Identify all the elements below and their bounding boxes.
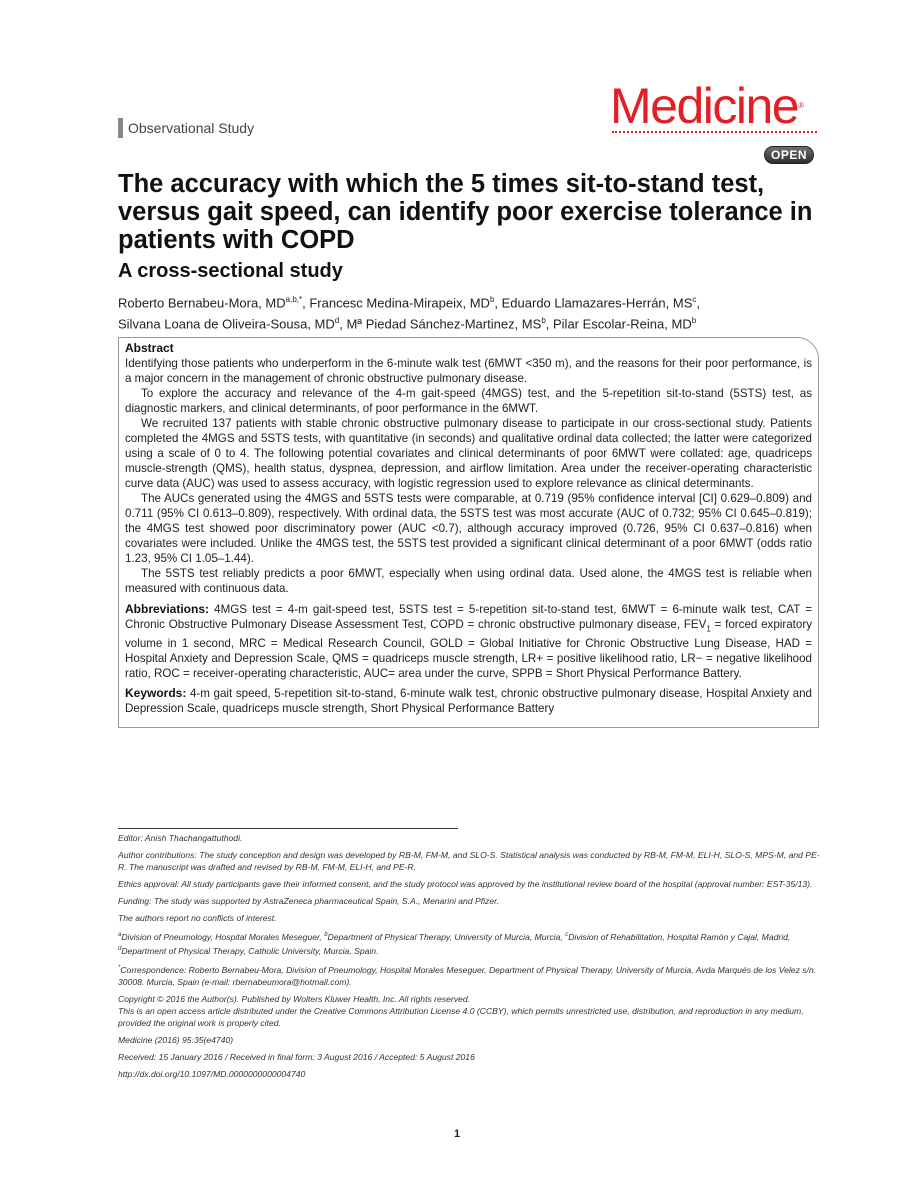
abstract-paragraph: We recruited 137 patients with stable chronic obstructive pulmonary disease to participate in our cross-sectional study. Patients completed the 4MGS and 5STS tests, with quantitative (in seconds) and qualitative ordinal data collected; the latter were categorized using a scale of 0 to 4. The following potential covariates and clinical determinants of poor 6MWT were collated: age, quadriceps muscle-strength (QMS), health status, dyspnea, depression, and airflow limitation. Area under the receiver-operating characteristic curve data (AUC) was used to assess accuracy, with logistic regression used to explore relevance as clinical determinants. [125, 417, 812, 490]
abstract-paragraph: The AUCs generated using the 4MGS and 5STS tests were comparable, at 0.719 (95% confidence interval [CI] 0.629–0.809) and 0.711 (95% CI 0.613–0.809), respectively. With ordinal data, the 5STS test was most accurate (AUC of 0.732; 95% CI 0.645–0.819); the 4MGS test showed poor discriminatory power (AUC <0.7), although accuracy improved (0.726, 95% CI 0.637–0.816) when covariates were included. Unlike the 4MGS test, the 5STS test provided a significant clinical determinant of a poor 6MWT (odds ratio 1.23, 95% CI 1.05–1.44). [125, 492, 812, 565]
keywords [125, 686, 812, 716]
footnote-ethics: Ethics approval: All study participants gave their informed consent, and the study protocol was approved by the institutional review board of the hospital (approval number: EST-35/13). [118, 879, 813, 889]
footnote-correspondence [118, 962, 820, 988]
author-name: Francesc Medina-Mirapeix, MD [309, 295, 490, 311]
author-affiliation: b [691, 316, 697, 326]
author-affiliation: c [692, 295, 697, 304]
footnote-funding: Funding: The study was supported by AstraZeneca pharmaceutical Spain, S.A., Menarini and Pfizer. [118, 896, 500, 906]
footnotes [118, 832, 820, 1085]
copyright-text: Copyright © 2016 the Author(s). Published by Wolters Kluwer Health, Inc. All rights reserved. [118, 993, 470, 1004]
author-affiliation: b [541, 316, 546, 326]
author-list: Roberto Bernabeu-Mora, $MD^{a,b,*}$, Francesc Medina-Mirapeix, $MD^b$, Eduardo Llamazares-Herrán, $MS^c$, Silvana Loana de Oliveira-Sousa, $MD^d$, Mª Piedad Sánchez-Martinez, $MS^b$, Pilar Escolar-Reina, $MD^b$ [118, 295, 701, 332]
abbreviations-text-cont: = forced expiratory volume in 1 second, MRC = Medical Research Council, GOLD = Global Initiative for Chronic Obstructive Lung Disease, HAD = Hospital Anxiety and Depression Scale, QMS = quadriceps muscle strength, LR+ = positive likelihood ratio, LR− = negative likelihood ratio, ROC = receiver-operating characteristic, AUC= area under the curve, SPPB = Short Physical Performance Battery. [125, 618, 813, 681]
affiliation-text: Department of Physical Therapy, Catholic University, Murcia, Spain. [121, 945, 379, 956]
correspondence-mark: * [118, 964, 121, 971]
footnote-dates: Received: 15 January 2016 / Received in final form: 3 August 2016 / Accepted: 5 August 2016 [118, 1051, 475, 1062]
author-affiliation: a,b,* [285, 295, 303, 304]
section-tag: Observational Study [118, 118, 254, 138]
article-subtitle: A cross-sectional study [118, 260, 343, 282]
footnote-affiliations [118, 929, 820, 957]
footnote-divider [118, 828, 458, 829]
logo-dotted-line [612, 131, 817, 133]
affiliation-mark: d [118, 945, 122, 952]
affiliation-mark: a [118, 932, 122, 938]
author-name: Silvana Loana de Oliveira-Sousa, MD [118, 316, 335, 332]
article-title: The accuracy with which the 5 times sit-to-stand test, versus gait speed, can identify poor exercise tolerance in patients with COPD [118, 170, 813, 254]
author-name: Roberto Bernabeu-Mora, MD [118, 295, 286, 311]
abstract-box [118, 337, 819, 728]
open-access-badge: OPEN [764, 146, 814, 164]
license-text: This is an open access article distributed under the Creative Commons Attribution License 4.0 (CCBY), which permits unrestricted use, distribution, and reproduction in any medium, provided the original work is properly cited. [118, 1005, 804, 1028]
author-name: Pilar Escolar-Reina, MD [553, 316, 692, 332]
abstract-paragraph: To explore the accuracy and relevance of the 4-m gait-speed (4MGS) test, and the 5-repetition sit-to-stand (5STS) test, as diagnostic markers, and clinical determinants, of poor performance in the 6MWT. [125, 387, 812, 415]
abstract-paragraph: Identifying those patients who underperform in the 6-minute walk test (6MWT <350 m), and the reasons for their poor performance, is a major concern in the management of chronic obstructive pulmonary disease. [125, 357, 812, 385]
page-number: 1 [454, 1128, 461, 1140]
footnote-contributions: Author contributions: The study conception and design was developed by RB-M, FM-M, and SLO-S. Statistical analysis was conducted by RB-M, FM-M, ELI-H, SLO-S, MPS-M, and PE-R. The manuscript was drafted and revised by RB-M, FM-M, ELI-H, and PE-R. [118, 850, 820, 872]
keywords-label: Keywords: [125, 686, 187, 701]
affiliation-mark: c [565, 932, 569, 938]
abstract-paragraph: The 5STS test reliably predicts a poor 6MWT, especially when using ordinal data. Used alone, the 4MGS test is reliable when measured with continuous data. [125, 567, 812, 595]
abstract-heading: Abstract [125, 341, 174, 355]
abbreviations [125, 602, 812, 681]
abbreviations-text: 4MGS test = 4-m gait-speed test, 5STS test = 5-repetition sit-to-stand test, 6MWT = 6-minute walk test, CAT = Chronic Obstructive Pulmonary Disease Assessment Test, COPD = chronic obstructive pulmonary disease, FEV [125, 603, 812, 631]
keywords-text: 4-m gait speed, 5-repetition sit-to-stand, 6-minute walk test, chronic obstructive pulmonary disease, Hospital Anxiety and Depression Scale, quadriceps muscle strength, Short Physical Performance Battery [125, 687, 812, 716]
affiliation-text: Department of Physical Therapy, University of Murcia, Murcia, [327, 931, 566, 942]
affiliation-text: Division of Rehabilitation, Hospital Ramón y Cajal, Madrid, [568, 931, 791, 942]
journal-name: Medicine [610, 78, 799, 134]
author-name: Eduardo Llamazares-Herrán, MS [501, 295, 693, 311]
author-affiliation: b [489, 295, 495, 304]
footnote-doi[interactable]: http://dx.doi.org/10.1097/MD.0000000000004740 [118, 1068, 306, 1079]
footnote-license [118, 993, 820, 1029]
author-affiliation: d [334, 316, 340, 326]
affiliation-mark: b [324, 932, 328, 938]
author-name: Mª Piedad Sánchez-Martinez, MS [346, 316, 542, 332]
fev-subscript: 1 [706, 624, 711, 634]
affiliation-text: Division of Pneumology, Hospital Morales Meseguer, [121, 931, 325, 942]
journal-logo [610, 80, 803, 132]
abbreviations-label: Abbreviations: [125, 602, 210, 616]
correspondence-text: Correspondence: Roberto Bernabeu-Mora, Division of Pneumology, Hospital Morales Meseguer, Department of Physical Therapy, University of Murcia, Avda Marqués de los Velez s/n. 30008. Murcia, Spain (e-mail: rbernabeumora@hotmail.com). [118, 964, 817, 987]
footnote-citation: Medicine (2016) 95:35(e4740) [118, 1034, 234, 1045]
registered-mark: ® [798, 101, 803, 110]
footnote-editor: Editor: Anish Thachangattuthodi. [118, 833, 243, 843]
footnote-conflicts: The authors report no conflicts of interest. [118, 913, 277, 923]
